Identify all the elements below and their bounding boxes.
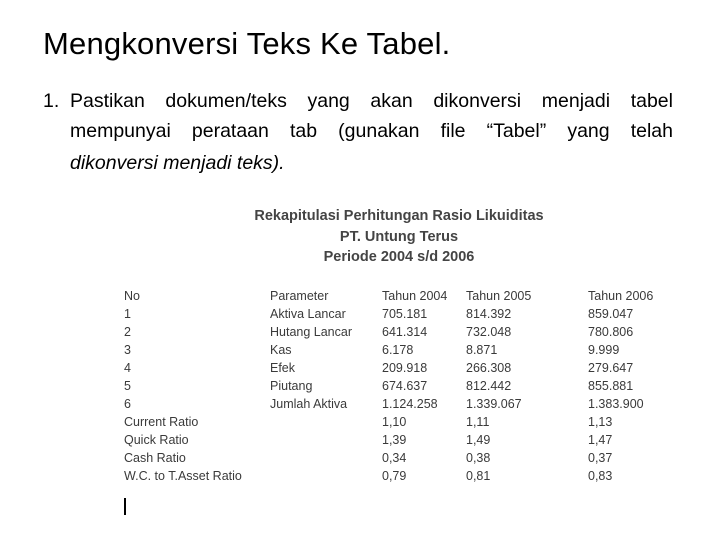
cell-2004: 1.124.258 bbox=[382, 397, 438, 411]
header-2004: Tahun 2004 bbox=[382, 289, 448, 303]
cell-2004: 674.637 bbox=[382, 379, 428, 393]
text-cursor bbox=[124, 498, 126, 515]
instruction-line-2: mempunyai perataan tab (gunakan file “Tabel” yang telah bbox=[70, 120, 673, 142]
cell-2006: 0,83 bbox=[588, 469, 613, 483]
cell-2006: 279.647 bbox=[588, 361, 634, 375]
cell-ratio-name: Current Ratio bbox=[124, 415, 199, 429]
table-heading-company: PT. Untung Terus bbox=[339, 228, 459, 245]
cell-2004: 641.314 bbox=[382, 325, 428, 339]
cell-2004: 209.918 bbox=[382, 361, 428, 375]
cell-ratio-name: Quick Ratio bbox=[124, 433, 189, 447]
cell-2005: 1,49 bbox=[466, 433, 491, 447]
cell-parameter: Jumlah Aktiva bbox=[270, 397, 348, 411]
cell-parameter: Kas bbox=[270, 343, 292, 357]
cell-parameter: Hutang Lancar bbox=[270, 325, 353, 339]
instruction-line-1 bbox=[43, 86, 673, 116]
cell-2005: 0,38 bbox=[466, 451, 491, 465]
cell-ratio-name: Cash Ratio bbox=[124, 451, 186, 465]
cell-2004: 0,34 bbox=[382, 451, 407, 465]
cell-2006: 1.383.900 bbox=[588, 397, 644, 411]
slide-title: Mengkonversi Teks Ke Tabel. bbox=[43, 26, 451, 61]
cell-2005: 1,11 bbox=[466, 415, 490, 429]
table-heading-period: Periode 2004 s/d 2006 bbox=[323, 249, 475, 265]
cell-no: 5 bbox=[124, 379, 131, 393]
cell-2004: 1,10 bbox=[382, 415, 407, 429]
cell-2005: 732.048 bbox=[466, 325, 512, 339]
cell-parameter: Aktiva Lancar bbox=[270, 307, 346, 321]
cell-2004: 0,79 bbox=[382, 469, 407, 483]
table-heading-title: Rekapitulasi Perhitungan Rasio Likuiditas bbox=[254, 208, 544, 224]
header-2005: Tahun 2005 bbox=[466, 289, 532, 303]
cell-2006: 780.806 bbox=[588, 325, 634, 339]
cell-2006: 855.881 bbox=[588, 379, 634, 393]
cell-no: 1 bbox=[124, 307, 131, 321]
cell-2004: 6.178 bbox=[382, 343, 414, 357]
cell-2005: 1.339.067 bbox=[466, 397, 522, 411]
cell-2006: 1,47 bbox=[588, 433, 613, 447]
cell-no: 3 bbox=[124, 343, 131, 357]
cell-2005: 8.871 bbox=[466, 343, 498, 357]
list-number: 1. bbox=[43, 90, 60, 112]
cell-2005: 814.392 bbox=[466, 307, 512, 321]
cell-2005: 812.442 bbox=[466, 379, 512, 393]
cell-no: 4 bbox=[124, 361, 131, 375]
instruction-paragraph bbox=[43, 86, 673, 178]
cell-2006: 9.999 bbox=[588, 343, 620, 357]
header-no: No bbox=[124, 289, 140, 303]
table-heading bbox=[240, 206, 558, 268]
cell-parameter: Piutang bbox=[270, 379, 313, 393]
cell-2005: 266.308 bbox=[466, 361, 512, 375]
cell-no: 2 bbox=[124, 325, 131, 339]
cell-parameter: Efek bbox=[270, 361, 296, 375]
cell-ratio-name: W.C. to T.Asset Ratio bbox=[124, 469, 242, 483]
instruction-line-3: dikonversi menjadi teks). bbox=[70, 152, 285, 174]
header-2006: Tahun 2006 bbox=[588, 289, 654, 303]
header-parameter: Parameter bbox=[270, 289, 329, 303]
cell-2006: 1,13 bbox=[588, 415, 613, 429]
cell-2004: 1,39 bbox=[382, 433, 407, 447]
cell-2004: 705.181 bbox=[382, 307, 428, 321]
cell-2006: 0,37 bbox=[588, 451, 613, 465]
cell-no: 6 bbox=[124, 397, 131, 411]
instruction-text-1: Pastikan dokumen/teks yang akan dikonversi menjadi tabel bbox=[70, 90, 673, 112]
cell-2005: 0,81 bbox=[466, 469, 491, 483]
cell-2006: 859.047 bbox=[588, 307, 634, 321]
